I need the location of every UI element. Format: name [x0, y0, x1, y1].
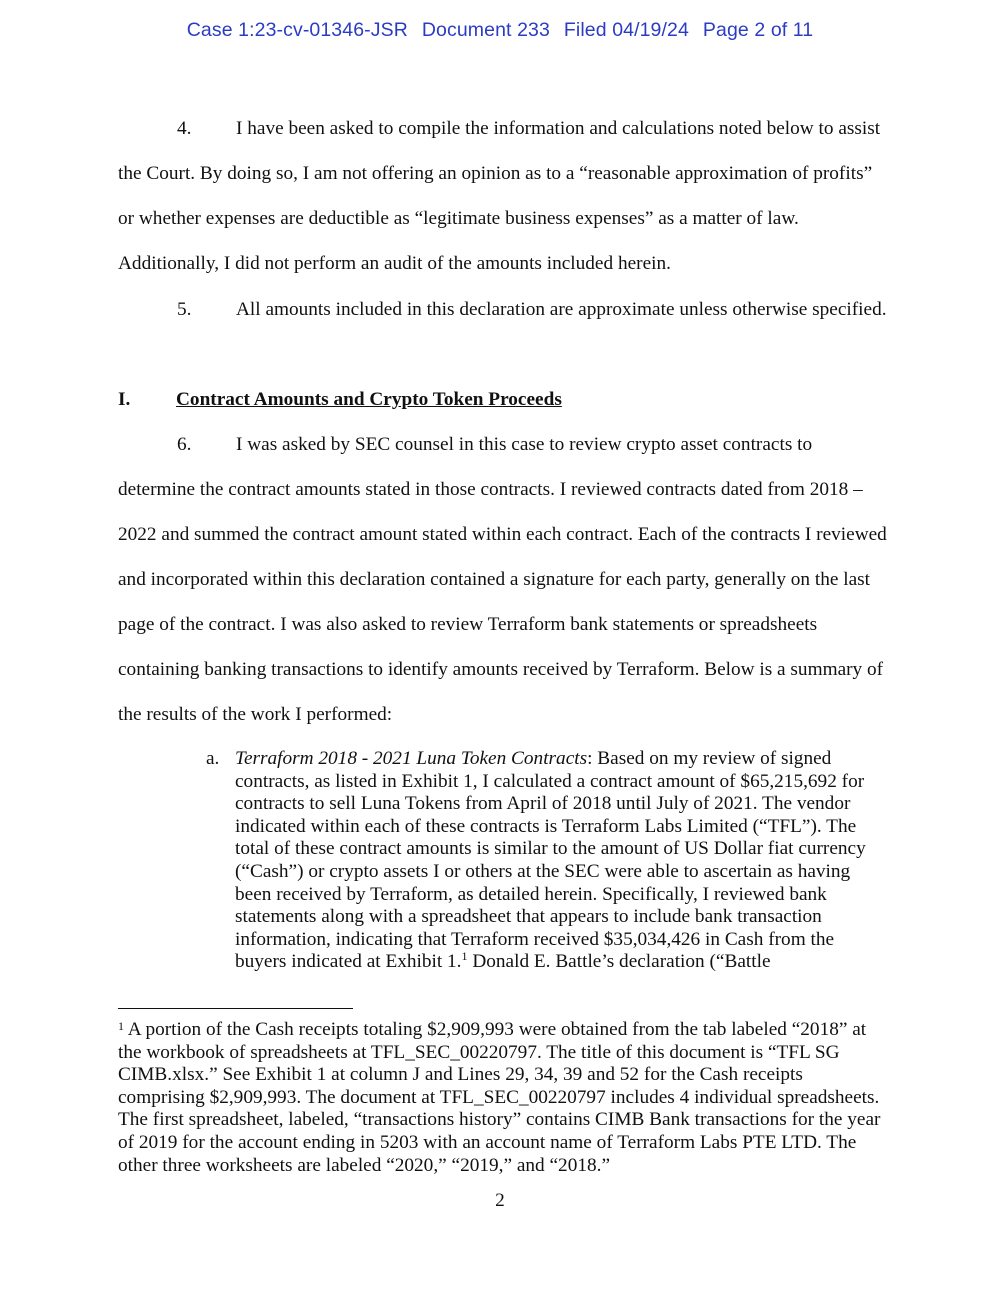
paragraph-text: I have been asked to compile the information and calculations noted below to assist the Court. By doing so, I am not offering an opinion as to a “reasonable approximation of profits” or whether expenses are deductible as “legitimate business expenses” as a matter of law. Additionally, I did not perform an audit of the amounts included herein.	[118, 118, 881, 274]
section-number: I.	[118, 389, 131, 410]
footnote-divider	[118, 1008, 353, 1009]
paragraph-number: 6.	[177, 434, 192, 455]
paragraph-6	[118, 422, 888, 737]
document-number: Document 233	[421, 19, 550, 41]
section-title: Contract Amounts and Crypto Token Proceeds	[176, 389, 562, 410]
paragraph-number: 5.	[177, 299, 192, 320]
page-number: 2	[495, 1190, 505, 1211]
paragraph-text: I was asked by SEC counsel in this case to review crypto asset contracts to determine the contract amounts stated in those contracts. I reviewed contracts dated from 2018 – 2022 and summed the contract amount stated within each contract. Each of the contracts I reviewed and incorporated within this declaration contained a signature for each party, generally on the last page of the contract. I was also asked to review Terraform bank statements or spreadsheets containing banking transactions to identify amounts received by Terraform. Below is a summary of the results of the work I performed:	[118, 434, 887, 725]
footnote-reference: 1	[461, 949, 468, 964]
paragraph-4	[118, 106, 888, 286]
page-of-total: Page 2 of 11	[702, 19, 814, 41]
subitem-title: Terraform 2018 - 2021 Luna Token Contracts	[235, 748, 588, 769]
footnote-1	[118, 1019, 888, 1177]
paragraph-5	[118, 287, 888, 332]
section-heading	[118, 377, 562, 422]
ecf-header	[0, 19, 1000, 42]
case-number: Case 1:23-cv-01346-JSR	[186, 19, 408, 41]
filed-date: Filed 04/19/24	[563, 19, 689, 41]
subitem-label: a.	[206, 748, 220, 769]
subitem-text: : Based on my review of signed contracts, as listed in Exhibit 1, I calculated a contract amount of $65,215,692 for contracts to sell Luna Tokens from April of 2018 until July of 2021. The vendor indicated within each of these contracts is Terraform Labs Limited (“TFL”). The total of these contract amounts is similar to the amount of US Dollar fiat currency (“Cash”) or crypto assets I or others at the SEC were able to ascertain as having been received by Terraform, as detailed herein. Specifically, I reviewed bank statements along with a spreadsheet that appears to include bank transaction information, indicating that Terraform received $35,034,426 in Cash from the buyers indicated at Exhibit 1.	[235, 748, 866, 973]
subitem-a	[206, 748, 886, 974]
paragraph-number: 4.	[177, 118, 192, 139]
subitem-text-continued: Donald E. Battle’s declaration (“Battle	[467, 951, 771, 973]
footnote-text: A portion of the Cash receipts totaling $2,909,993 were obtained from the tab labeled “2018” at the workbook of spreadsheets at TFL_SEC_00220797. The title of this document is “TFL SG CIMB.xlsx.” See Exhibit 1 at column J and Lines 29, 34, 39 and 52 for the Cash receipts comprising $2,909,993. The document at TFL_SEC_00220797 includes 4 individual spreadsheets. The first spreadsheet, labeled, “transactions history” contains CIMB Bank transactions for the year of 2019 for the account ending in 5203 with an account name of Terraform Labs PTE LTD. The other three worksheets are labeled “2020,” “2019,” and “2018.”	[118, 1019, 881, 1176]
paragraph-text: All amounts included in this declaration are approximate unless otherwise specified.	[236, 299, 887, 320]
subitem-body	[235, 748, 886, 974]
footnote-mark: 1	[118, 1019, 124, 1033]
